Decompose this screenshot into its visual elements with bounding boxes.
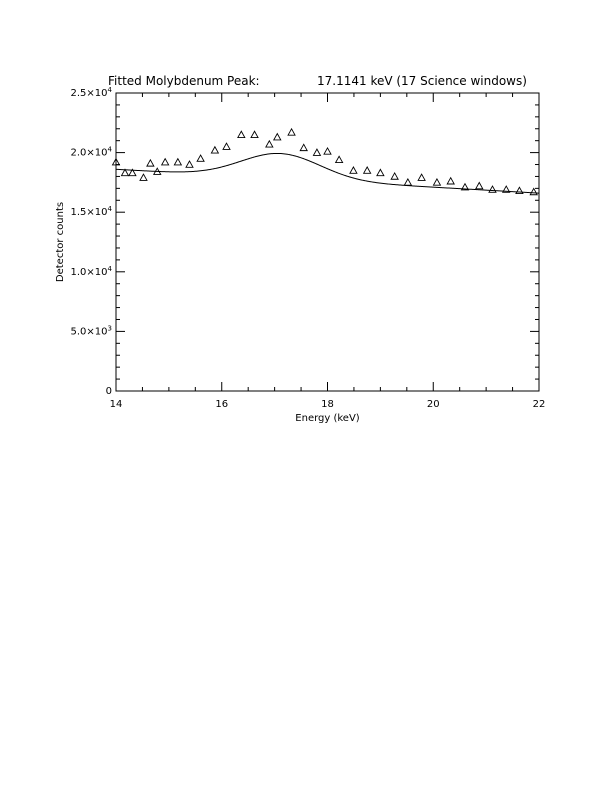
- data-point-triangle: [174, 159, 181, 165]
- y-tick-label: $1.0\times 10^4$: [70, 264, 112, 278]
- fit-curve: [116, 153, 539, 193]
- data-point-triangle: [238, 131, 245, 137]
- data-point-triangle: [350, 167, 357, 173]
- data-point-triangle: [433, 179, 440, 185]
- data-point-triangle: [447, 178, 454, 184]
- data-point-triangle: [274, 134, 281, 140]
- x-tick-label: 22: [532, 399, 546, 410]
- x-axis-label: Energy (keV): [295, 413, 360, 424]
- data-point-triangle: [313, 149, 320, 155]
- data-point-triangle: [364, 167, 371, 173]
- data-point-triangle: [391, 173, 398, 179]
- data-point-triangle: [300, 144, 307, 150]
- data-point-triangle: [489, 186, 496, 192]
- data-point-triangle: [223, 143, 230, 149]
- x-tick-label: 14: [109, 399, 123, 410]
- chart-title-label: Fitted Molybdenum Peak:: [108, 74, 260, 88]
- plot-frame: [116, 93, 539, 391]
- data-point-triangle: [288, 129, 295, 135]
- chart-title-value: 17.1141 keV (17 Science windows): [317, 74, 527, 88]
- data-point-triangle: [404, 179, 411, 185]
- data-point-triangle: [530, 188, 537, 194]
- data-point-triangle: [162, 159, 169, 165]
- data-point-triangle: [186, 161, 193, 167]
- data-point-triangle: [377, 169, 384, 175]
- y-tick-label: $5.0\times 10^3$: [70, 324, 112, 338]
- data-point-triangle: [418, 174, 425, 180]
- data-point-triangle: [211, 147, 218, 153]
- data-point-triangle: [251, 131, 258, 137]
- x-tick-label: 20: [426, 399, 440, 410]
- y-tick-label: $2.0\times 10^4$: [70, 145, 112, 159]
- x-tick-label: 16: [215, 399, 229, 410]
- data-point-triangle: [476, 182, 483, 188]
- y-tick-label: $1.5\times 10^4$: [70, 205, 112, 219]
- y-axis-label: Detector counts: [55, 201, 66, 283]
- y-tick-label: 0: [105, 386, 112, 397]
- data-point-triangle: [197, 155, 204, 161]
- y-tick-label: $2.5\times 10^4$: [70, 86, 112, 99]
- data-point-triangle: [140, 174, 147, 180]
- x-tick-label: 18: [321, 399, 334, 410]
- data-point-triangle: [336, 156, 343, 162]
- data-point-triangle: [266, 141, 273, 147]
- data-point-triangle: [147, 160, 154, 166]
- data-point-triangle: [324, 148, 331, 154]
